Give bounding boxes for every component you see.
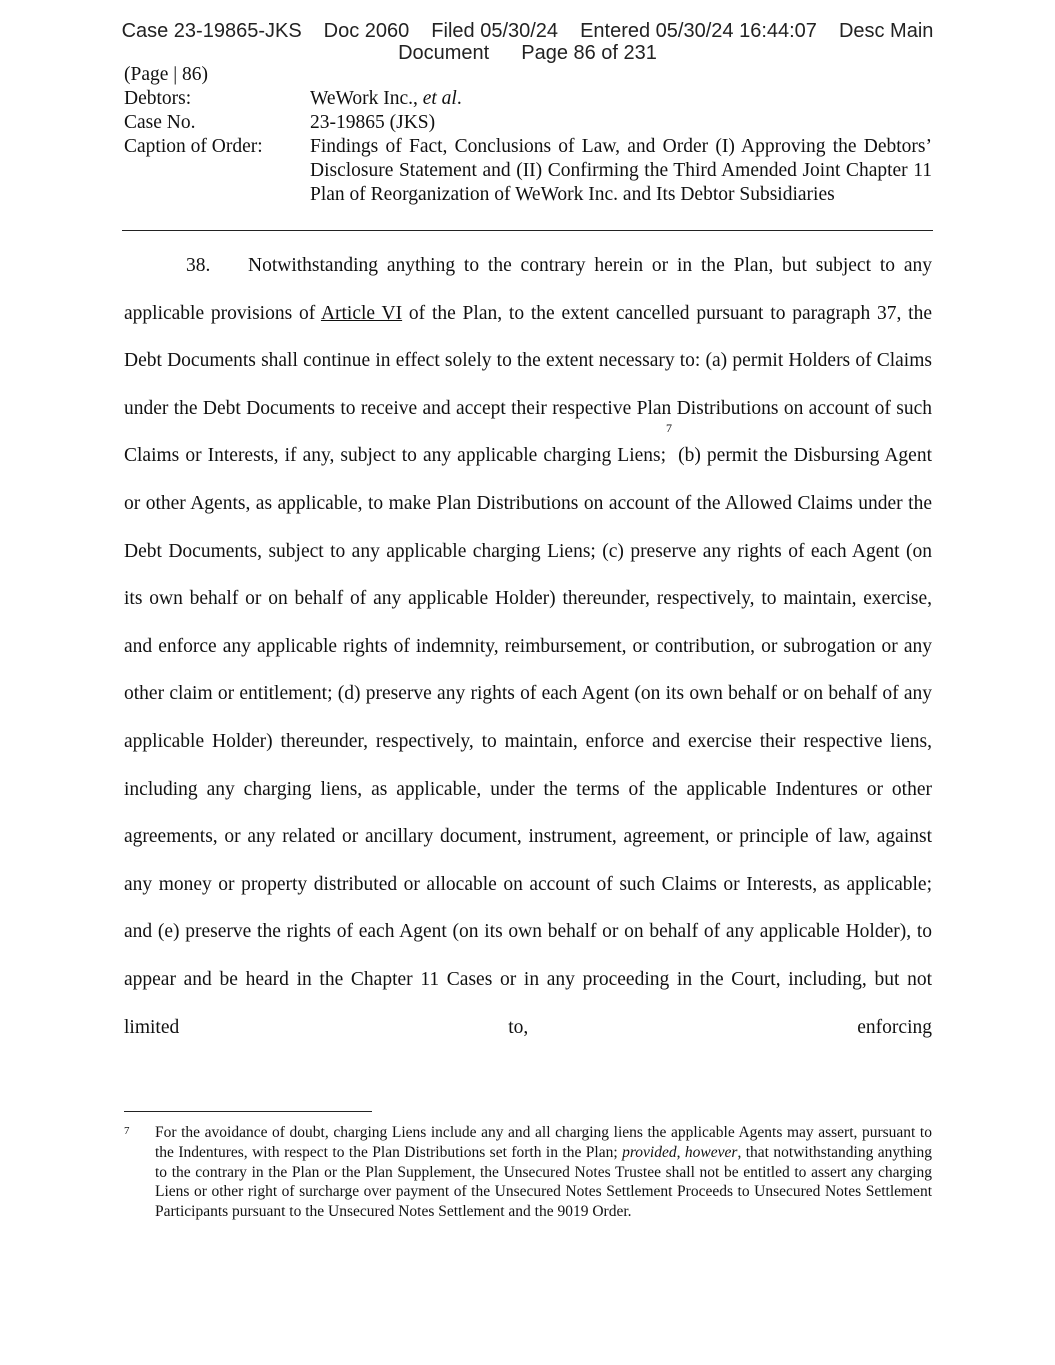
- debtors-period: .: [456, 88, 462, 109]
- stamp-line-2: [0, 42, 1055, 64]
- footnote-divider: [124, 1111, 372, 1112]
- caption-value: Findings of Fact, Conclusions of Law, and Order (I) Approving the Debtors’ Disclosure Statement and (II) Confirming the Third Amended Joint Chapter 11 Plan of Reorganization of WeWork Inc. and Its Debtor Subsidiaries: [310, 136, 932, 205]
- stamp-case: Case 23-19865-JKS: [121, 20, 302, 42]
- article-vi-reference: Article VI: [320, 302, 403, 324]
- debtors-name: WeWork Inc.,: [310, 88, 423, 109]
- caption-label: Caption of Order:: [124, 136, 263, 157]
- caption-header: [124, 63, 932, 207]
- stamp-line-1: [0, 20, 1055, 42]
- paragraph-text-b: of the Plan, to the extent cancelled pursuant to paragraph 37, the Debt Documents shall continue in effect solely to the extent necessary to: (a) permit Holders of Claims under the Debt Documents to receive and accept their respective Plan Distributions on account of such Claims or Interests, if any, subject to any applicable charging Liens;: [124, 302, 932, 467]
- stamp-document: Document: [398, 42, 490, 64]
- case-value: 23-19865 (JKS): [310, 112, 436, 133]
- paragraph-38: [124, 242, 932, 1051]
- header-divider: [122, 230, 933, 231]
- stamp-entered: Entered 05/30/24 16:44:07: [580, 20, 817, 42]
- debtors-row: [124, 87, 932, 111]
- paragraph-text-c: (b) permit the Disbursing Agent or other Agents, as applicable, to make Plan Distributions on account of the Allowed Claims under the Debt Documents, subject to any applicable charging Liens; (c) preserve any rights of each Agent (on its own behalf or on behalf of any applicable Holder) thereunder, respectively, to maintain, exercise, and enforce any applicable rights of indemnity, reimbursement, or contribution, or subrogation or any other claim or entitlement; (d) preserve any rights of each Agent (on its own behalf or on behalf of any applicable Holder) thereunder, respectively, to maintain, enforce and exercise their respective liens, including any charging liens, as applicable, under the terms of the applicable Indentures or other agreements, or any related or ancillary document, instrument, agreement, or principle of law, against any money or property distributed or allocable on account of such Claims or Interests, as applicable; and (e) preserve the rights of each Agent (on its own behalf or on behalf of any applicable Holder), to appear and be heard in the Chapter 11 Cases or in any proceeding in the Court, including, but not limited to, enforcing: [124, 445, 932, 1038]
- court-filing-stamp: [0, 20, 1055, 64]
- footnote-mark: 7: [124, 1125, 130, 1137]
- paragraph-text-a: Notwithstanding anything to the contrary herein or in the Plan, but subject to any applicable provisions of: [124, 255, 932, 324]
- stamp-filed: Filed 05/30/24: [431, 20, 559, 42]
- footnote-text-a: For the avoidance of doubt, charging Liens include any and all charging liens the applicable Agents may assert, pursuant to the Indentures, with respect to the Plan Distributions set forth in the Plan;: [155, 1124, 932, 1161]
- footnote-however: however: [684, 1143, 738, 1161]
- footnote-text-b: , that notwithstanding anything to the contrary in the Plan or the Plan Supplement, the Unsecured Notes Trustee shall not be entitled to assert any charging Liens or other right of surcharge over payment of the Unsecured Notes Settlement Proceeds to Unsecured Notes Settlement Participants pursuant to the Unsecured Notes Settlement and the 9019 Order.: [155, 1143, 932, 1221]
- page-label: (Page | 86): [124, 64, 209, 85]
- footnote-reference: 7: [666, 421, 673, 436]
- debtors-label: Debtors:: [124, 88, 192, 109]
- case-label: Case No.: [124, 112, 196, 133]
- caption-table: [124, 87, 932, 207]
- case-row: [124, 111, 932, 135]
- footnote-text: [155, 1123, 932, 1222]
- debtors-et-al: et al: [422, 88, 457, 109]
- footnote-separator: ,: [676, 1143, 685, 1161]
- stamp-doc: Doc 2060: [323, 20, 410, 42]
- footnote-7: [124, 1123, 932, 1222]
- stamp-desc: Desc Main: [838, 20, 934, 42]
- debtors-value: [310, 87, 932, 111]
- footnote-provided: provided: [622, 1143, 677, 1161]
- paragraph-number: 38.: [186, 255, 211, 276]
- caption-row: [124, 135, 932, 207]
- stamp-page: Page 86 of 231: [521, 42, 657, 64]
